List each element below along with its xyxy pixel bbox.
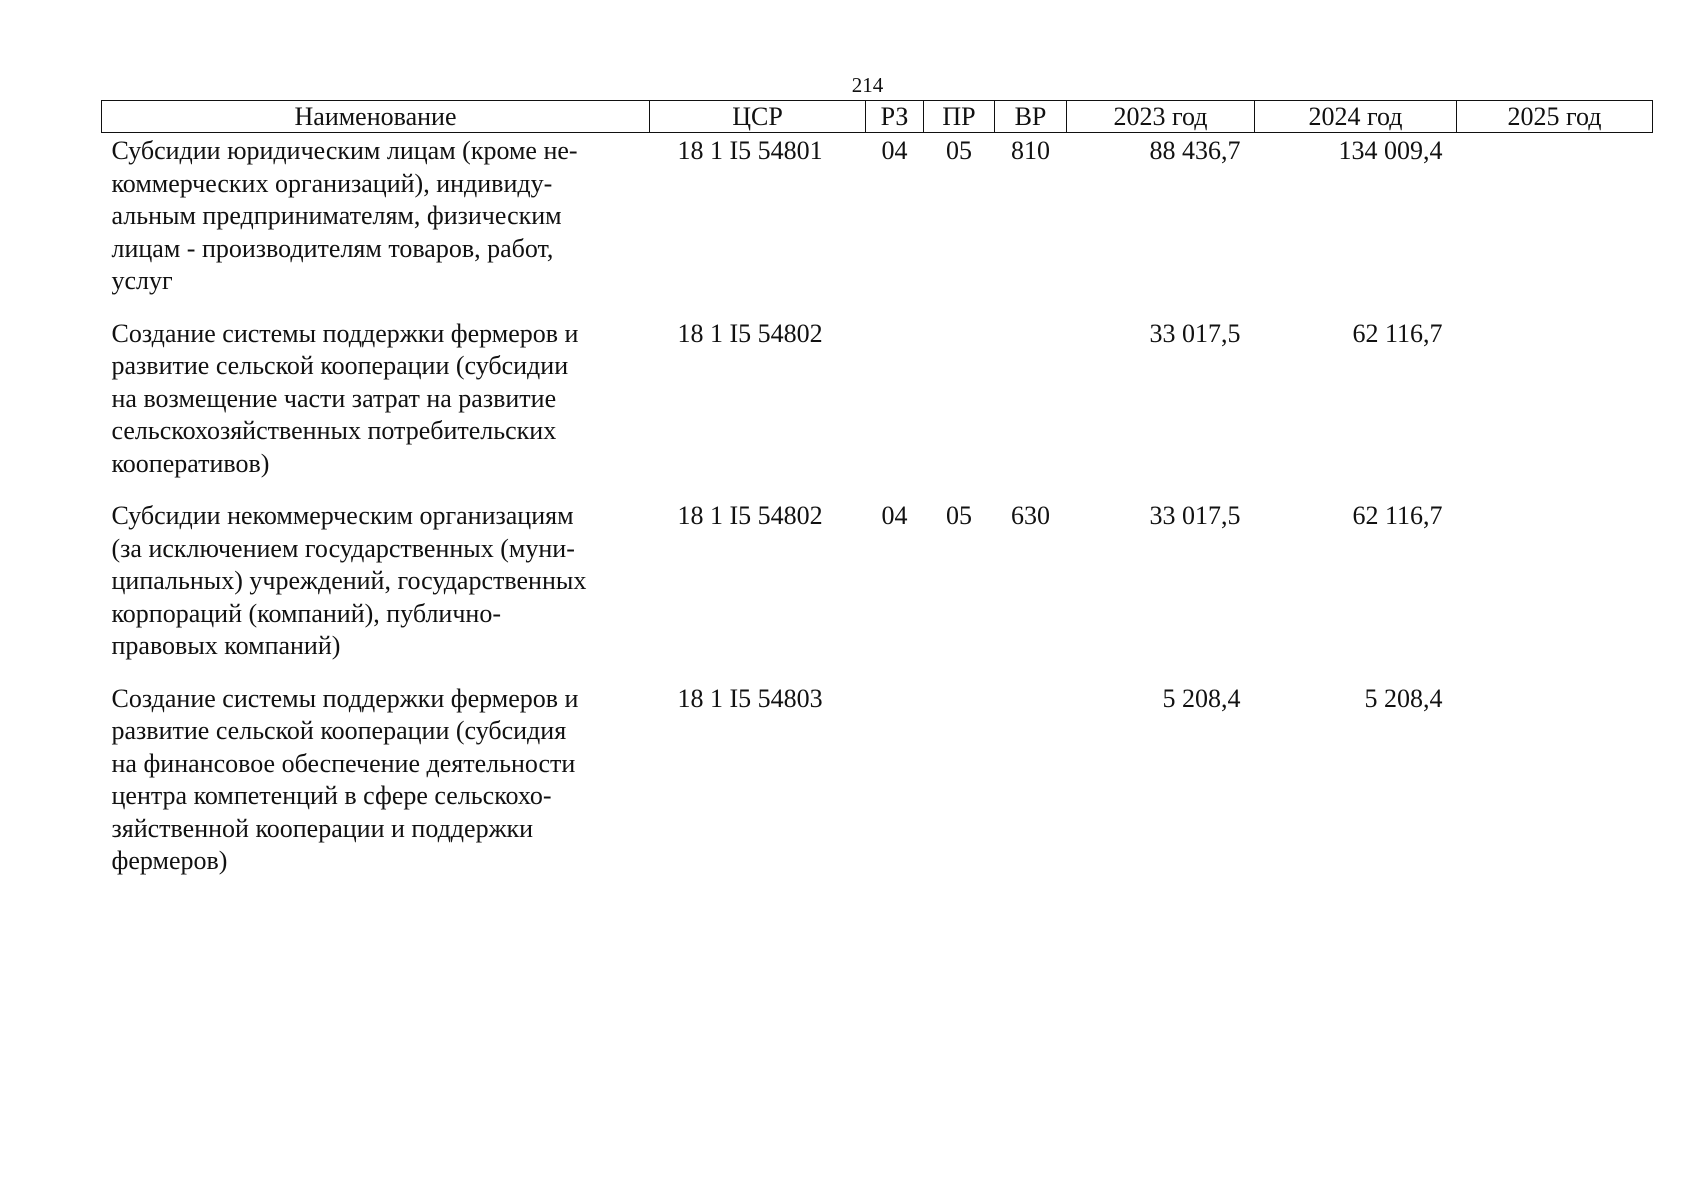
name-line: Субсидии юридическим лицам (кроме не- xyxy=(111,136,578,165)
row-rz: 04 xyxy=(881,501,908,530)
row-2024: 134 009,4 xyxy=(1338,136,1443,165)
row-rz: 04 xyxy=(881,136,908,165)
row-csr: 18 1 I5 54802 xyxy=(677,318,823,348)
table-row xyxy=(102,316,1653,499)
name-line: зяйственной кооперации и поддержки xyxy=(111,813,534,843)
row-2023: 88 436,7 xyxy=(1149,136,1241,165)
row-csr: 18 1 I5 54801 xyxy=(677,136,823,165)
row-name xyxy=(102,498,650,681)
header-2025: 2025 год xyxy=(1457,101,1653,133)
header-2024: 2024 год xyxy=(1255,101,1457,133)
name-line: Создание системы поддержки фермеров и xyxy=(111,318,579,348)
name-line: фермеров) xyxy=(111,846,228,875)
row-2025 xyxy=(1457,681,1653,878)
page-number: 214 xyxy=(851,73,884,97)
header-name: Наименование xyxy=(102,101,650,133)
name-line: (за исключением государственных (муни- xyxy=(111,533,575,563)
name-line: услуг xyxy=(111,266,173,295)
header-pr: ПР xyxy=(924,101,995,133)
row-rz xyxy=(866,316,924,499)
row-2025 xyxy=(1457,498,1653,681)
header-2023: 2023 год xyxy=(1067,101,1255,133)
name-line: Создание системы поддержки фермеров и xyxy=(111,683,579,713)
budget-table xyxy=(101,100,1653,878)
name-line: сельскохозяйственных потребительских xyxy=(111,416,557,445)
row-csr: 18 1 I5 54803 xyxy=(677,683,823,713)
header-rz: РЗ xyxy=(866,101,924,133)
name-line: лицам - производителям товаров, работ, xyxy=(111,233,554,263)
row-2024: 62 116,7 xyxy=(1352,318,1443,348)
row-pr: 05 xyxy=(946,136,972,165)
header-csr: ЦСР xyxy=(650,101,866,133)
row-2023: 33 017,5 xyxy=(1149,318,1241,348)
row-name xyxy=(102,133,650,316)
name-line: кооперативов) xyxy=(111,448,270,478)
row-vr xyxy=(995,316,1067,499)
name-line: Субсидии некоммерческим организациям xyxy=(111,501,574,530)
row-pr xyxy=(924,316,995,499)
row-pr: 05 xyxy=(946,501,972,530)
name-line: развитие сельской кооперации (субсидия xyxy=(111,716,567,745)
row-name xyxy=(102,316,650,499)
row-2024: 62 116,7 xyxy=(1352,501,1443,530)
row-csr: 18 1 I5 54802 xyxy=(677,501,823,530)
name-line: правовых компаний) xyxy=(111,631,341,660)
name-line: на возмещение части затрат на развитие xyxy=(111,383,557,413)
header-vr: ВР xyxy=(995,101,1067,133)
table-row xyxy=(102,681,1653,878)
table-header-row xyxy=(102,101,1653,133)
row-vr xyxy=(995,681,1067,878)
row-2025 xyxy=(1457,316,1653,499)
row-vr: 630 xyxy=(1011,501,1050,530)
name-line: на финансовое обеспечение деятельности xyxy=(111,748,576,778)
table-row xyxy=(102,133,1653,316)
name-line: развитие сельской кооперации (субсидии xyxy=(111,351,569,380)
name-line: центра компетенций в сфере сельскохо- xyxy=(111,781,552,810)
table-row xyxy=(102,498,1653,681)
row-vr: 810 xyxy=(1011,136,1050,165)
row-2024: 5 208,4 xyxy=(1364,683,1443,713)
name-line: коммерческих организаций), индивиду- xyxy=(111,168,553,198)
row-name xyxy=(102,681,650,878)
name-line: ципальных) учреждений, государственных xyxy=(111,566,587,595)
row-2023: 5 208,4 xyxy=(1162,683,1241,713)
row-2023: 33 017,5 xyxy=(1149,501,1241,530)
name-line: корпораций (компаний), публично- xyxy=(111,598,501,628)
row-pr xyxy=(924,681,995,878)
name-line: альным предпринимателям, физическим xyxy=(111,201,562,230)
row-rz xyxy=(866,681,924,878)
row-2025 xyxy=(1457,133,1653,316)
